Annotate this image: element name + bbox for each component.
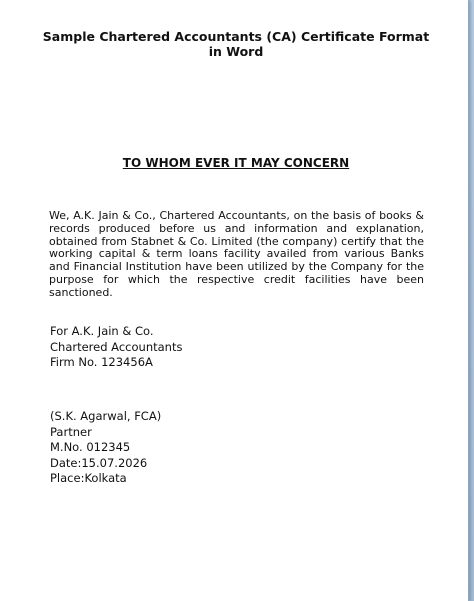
concern-heading: TO WHOM EVER IT MAY CONCERN: [122, 156, 350, 170]
firm-name: For A.K. Jain & Co.: [50, 324, 154, 338]
signatory-designation: Partner: [50, 424, 92, 439]
certificate-place: Place:Kolkata: [50, 471, 127, 485]
certificate-body: We, A.K. Jain & Co., Chartered Accountants, on the basis of books & records produced before us and information and explanation, obtained from Stabnet & Co. Limited (the company) certify that the working capital & term loans facility availed from various Banks and Financial Institution have been utilized by the Company for the purpose for which the respective credit facilities have been sanctioned.: [49, 209, 424, 299]
membership-number: M.No. 012345: [50, 440, 131, 454]
certificate-date: Date:15.07.2026: [50, 455, 148, 470]
firm-block: [50, 324, 182, 371]
signatory-block: [50, 409, 161, 487]
firm-number: Firm No. 123456A: [50, 355, 153, 369]
document-title: Sample Chartered Accountants (CA) Certificate Format in Word: [42, 29, 430, 59]
firm-type: Chartered Accountants: [50, 339, 183, 354]
signatory-name: (S.K. Agarwal, FCA): [50, 409, 162, 423]
